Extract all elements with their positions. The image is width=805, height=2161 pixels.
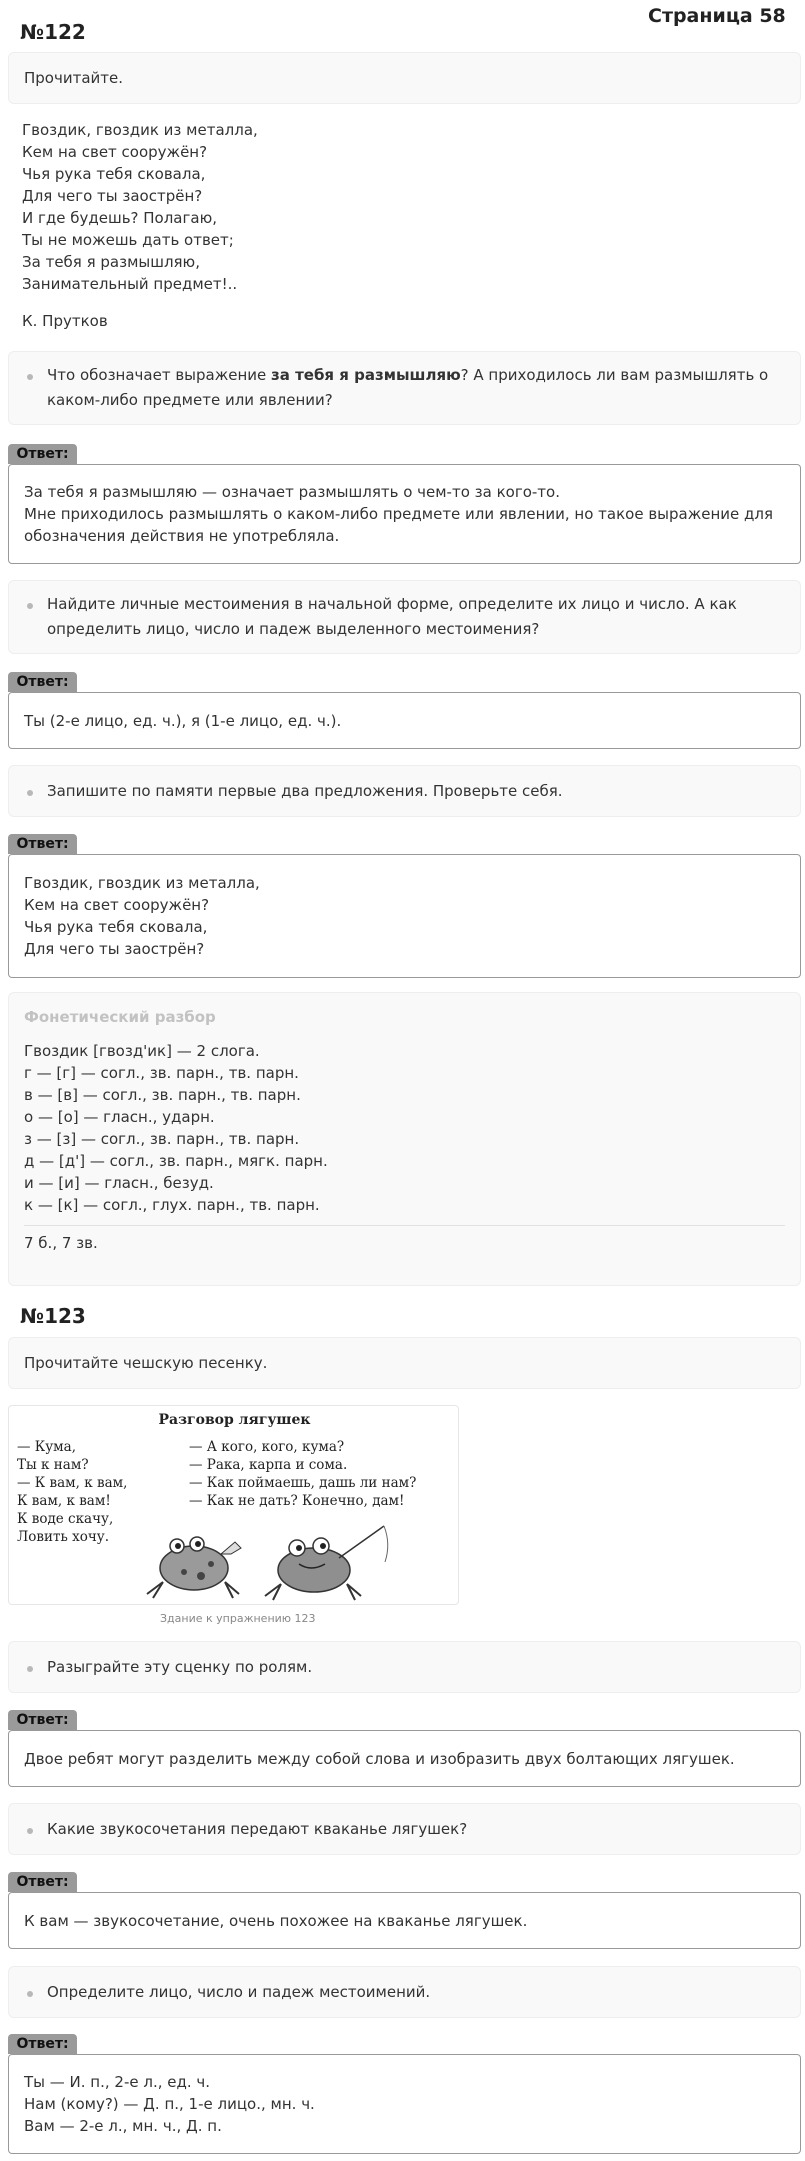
question-part: Запишите по памяти первые два предложения. Проверьте себя. — [47, 781, 563, 800]
answer-line: Для чего ты заострён? — [24, 940, 205, 958]
answer-line: Ты — И. п., 2-е л., ед. ч. — [24, 2073, 211, 2091]
answer-label: Ответ: — [8, 1710, 77, 1730]
answer-line: Гвоздик, гвоздик из металла, — [24, 874, 260, 892]
question-box — [8, 351, 801, 425]
answer-line: К вам — звукосочетание, очень похожее на кваканье лягушек. — [24, 1911, 528, 1930]
question-part: Что обозначает выражение — [47, 366, 272, 384]
answer-box — [8, 1892, 801, 1949]
figure-caption: Здание к упражнению 123 — [160, 1612, 316, 1625]
exercise-illustration — [8, 1405, 459, 1605]
phonetic-lines — [24, 1040, 785, 1216]
bullet-icon — [27, 790, 33, 796]
answer-box — [8, 2054, 801, 2154]
phonetic-summary: 7 б., 7 зв. — [24, 1234, 98, 1252]
question-part: Определите лицо, число и падеж местоимений. — [47, 1982, 431, 2001]
answer-line: Двое ребят могут разделить между собой слова и изобразить двух болтающих лягушек. — [24, 1749, 735, 1768]
phonetic-line: д — [д'] — согл., зв. парн., мягк. парн. — [24, 1152, 328, 1170]
poem-line: Чья рука тебя сковала, — [22, 165, 206, 183]
answer-label: Ответ: — [8, 672, 77, 692]
poem-line: И где будешь? Полагаю, — [22, 209, 217, 227]
instruction-box — [8, 1337, 801, 1389]
answer-box — [8, 464, 801, 564]
question-text — [24, 779, 563, 804]
question-text — [24, 1980, 430, 2005]
answer-line: Нам (кому?) — Д. п., 1-е лицо., мн. ч. — [24, 2095, 315, 2113]
exercise-122-title: №122 — [20, 20, 86, 44]
question-text — [24, 592, 785, 642]
answer-line: Кем на свет сооружён? — [24, 896, 210, 914]
question-box — [8, 1966, 801, 2018]
instruction-text: Прочитайте. — [24, 69, 124, 87]
bullet-icon — [27, 603, 33, 609]
divider — [24, 1225, 785, 1226]
poem-line: Кем на свет сооружён? — [22, 143, 208, 161]
answer-line: Мне приходилось размышлять о каком-либо предмете или явлении, но такое выражение для обозначения действия не употребляла. — [24, 505, 774, 545]
question-text — [24, 1817, 467, 1842]
answer-line: Чья рука тебя сковала, — [24, 918, 208, 936]
answer-label: Ответ: — [8, 834, 77, 854]
question-part: Разыграйте эту сценку по ролям. — [47, 1657, 313, 1676]
frogs-illustration — [139, 1524, 399, 1602]
phonetic-line: в — [в] — согл., зв. парн., тв. парн. — [24, 1086, 301, 1104]
figure-left-column: — Кума, Ты к нам? — К вам, к вам, К вам, к вам! К воде скачу, Ловить хочу. — [17, 1439, 128, 1545]
question-part: Какие звукосочетания передают кваканье лягушек? — [47, 1819, 468, 1838]
answer-line: Ты (2-е лицо, ед. ч.), я (1-е лицо, ед. ч.). — [24, 711, 342, 730]
phonetic-line: з — [з] — согл., зв. парн., тв. парн. — [24, 1130, 300, 1148]
poem-line: Ты не можешь дать ответ; — [22, 231, 234, 249]
phonetic-analysis-box — [8, 992, 801, 1286]
phonetic-title: Фонетический разбор — [24, 1008, 216, 1026]
phonetic-line: о — [о] — гласн., ударн. — [24, 1108, 215, 1126]
question-text — [24, 363, 785, 413]
figure-title: Разговор лягушек — [158, 1412, 311, 1428]
answer-box — [8, 1730, 801, 1787]
question-box — [8, 1641, 801, 1693]
instruction-text: Прочитайте чешскую песенку. — [24, 1354, 268, 1372]
poem-line: Гвоздик, гвоздик из металла, — [22, 121, 258, 139]
bullet-icon — [27, 374, 33, 380]
phonetic-line: г — [г] — согл., зв. парн., тв. парн. — [24, 1064, 299, 1082]
instruction-box — [8, 52, 801, 104]
bullet-icon — [27, 1666, 33, 1672]
phonetic-line: и — [и] — гласн., безуд. — [24, 1174, 214, 1192]
answer-box — [8, 854, 801, 978]
phonetic-line: к — [к] — согл., глух. парн., тв. парн. — [24, 1196, 320, 1214]
poem — [22, 119, 258, 295]
frog-icon — [147, 1537, 241, 1598]
question-text — [24, 1655, 312, 1680]
poem-line: За тебя я размышляю, — [22, 253, 200, 271]
poem-line: Занимательный предмет!.. — [22, 275, 238, 293]
bullet-icon — [27, 1828, 33, 1834]
answer-line: Вам — 2-е л., мн. ч., Д. п. — [24, 2117, 222, 2135]
answer-label: Ответ: — [8, 2034, 77, 2054]
exercise-123-title: №123 — [20, 1304, 86, 1328]
answer-label: Ответ: — [8, 1872, 77, 1892]
question-highlight: за тебя я размышляю — [271, 366, 461, 384]
question-box — [8, 765, 801, 817]
figure-right-column: — А кого, кого, кума? — Рака, карпа и сома. — Как поймаешь, дашь ли нам? — Как не дать? Конечно, дам! — [189, 1439, 417, 1509]
phonetic-line: Гвоздик [гвозд'ик] — 2 слога. — [24, 1042, 260, 1060]
bullet-icon — [27, 1991, 33, 1997]
question-part: ? А приходилось ли вам размышлять о каком-либо предмете или явлении? — [47, 366, 769, 409]
answer-box — [8, 692, 801, 749]
answer-label: Ответ: — [8, 444, 77, 464]
poem-line: Для чего ты заострён? — [22, 187, 203, 205]
answer-line: За тебя я размышляю — означает размышлять о чем-то за кого-то. — [24, 483, 560, 501]
frog-icon — [265, 1526, 388, 1600]
page-number-label: Страница 58 — [648, 5, 786, 27]
question-box — [8, 580, 801, 654]
question-part: Найдите личные местоимения в начальной форме, определите их лицо и число. А как определить лицо, число и падеж выделенного местоимения? — [47, 595, 737, 638]
poem-author: К. Прутков — [22, 312, 108, 330]
question-box — [8, 1803, 801, 1855]
